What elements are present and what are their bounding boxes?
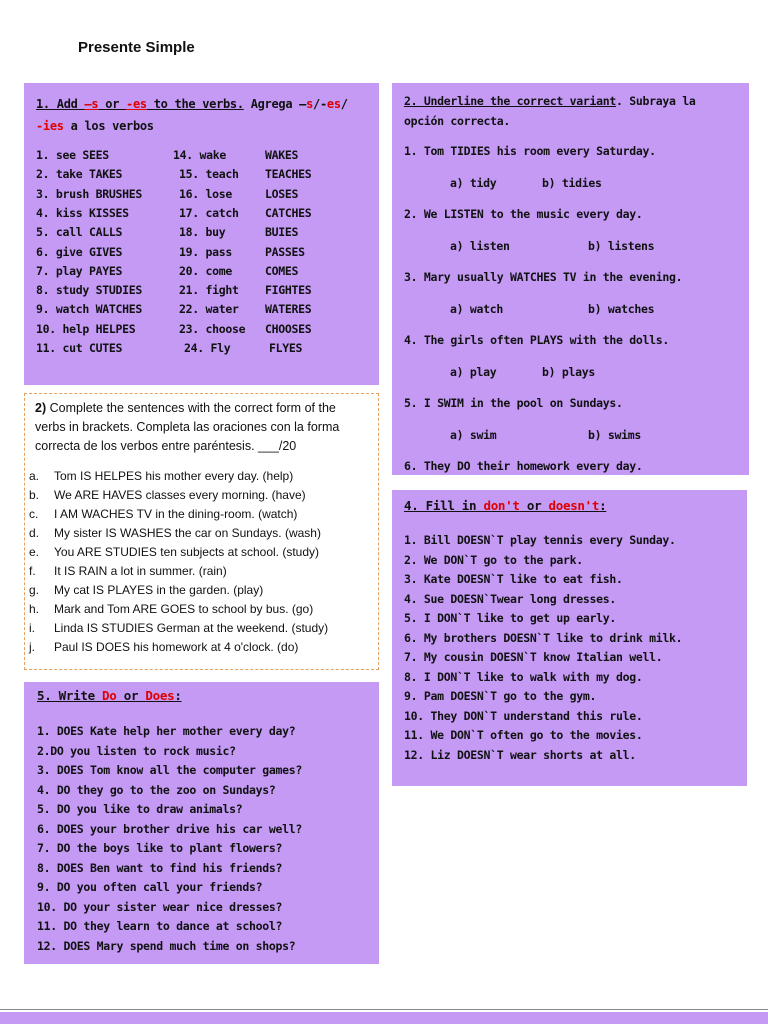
verb-right-answer: CHOOSES (265, 321, 312, 336)
verb-right: 22. water (179, 302, 239, 317)
option-a[interactable]: a) tidy (450, 176, 497, 190)
question-item: 1. DOES Kate help her mother every day? (37, 724, 296, 738)
option-b[interactable]: b) plays (542, 365, 595, 379)
sentence-item (29, 638, 374, 657)
exercise-5-header (37, 688, 182, 703)
sentence-letter: g. (29, 583, 40, 597)
verb-row (36, 165, 376, 184)
ex5-number: 5. (37, 688, 52, 703)
verb-left: 3. brush BRUSHES (36, 186, 142, 201)
sentence-text: I AM WACHES TV in the dining-room. (watch) (54, 507, 298, 521)
fill-in-list (404, 531, 682, 765)
ex2-instructions: Complete the sentences with the correct form of the verbs in brackets. Completa las oraciones con la forma correcta de los verbos entre paréntesis. ___/20 (35, 401, 340, 453)
ex1-header-part: es (326, 97, 341, 111)
verb-left: 5. call CALLS (36, 225, 123, 240)
variant-question: 5. I SWIM in the pool on Sundays. (404, 396, 623, 410)
sentence-text: Tom IS HELPES his mother every day. (help) (54, 469, 294, 483)
sentence-item (29, 467, 374, 486)
option-b[interactable]: b) listens (588, 239, 655, 253)
question-item: 8. DOES Ben want to find his friends? (37, 860, 283, 875)
ex1-number: 1. (36, 97, 50, 111)
fill-in-item: 2. We DON`T go to the park. (404, 552, 583, 567)
ex1-header-part: Add (49, 97, 85, 111)
question-item: 10. DO your sister wear nice dresses? (37, 899, 283, 914)
sentence-text: My cat IS PLAYES in the garden. (play) (54, 583, 264, 597)
sentence-item (29, 600, 374, 619)
verb-row (36, 300, 376, 319)
exercise-2-header (35, 399, 365, 456)
ex1-header-part: s (306, 97, 314, 111)
verb-right-answer: WAKES (265, 148, 299, 162)
sentence-letter: d. (29, 526, 40, 540)
exercise-1-panel (24, 83, 379, 385)
option-b[interactable]: b) tidies (542, 176, 602, 190)
verb-right-answer: PASSES (265, 244, 305, 259)
verb-left: 8. study STUDIES (36, 283, 142, 298)
variant-question: 6. They DO their homework every day. (404, 459, 643, 473)
verb-right: 14. wake (173, 148, 226, 162)
sentence-letter: h. (29, 602, 40, 616)
ex1-header-part: to the verbs. (146, 97, 244, 111)
ex4-or: or (519, 498, 549, 513)
ex1-header-part: Agrega – (243, 97, 307, 111)
sentence-item (29, 543, 374, 562)
verb-row (36, 281, 376, 300)
question-item: 4. DO they go to the zoo on Sundays? (37, 782, 276, 797)
sentence-text: You ARE STUDIES ten subjects at school. (study) (54, 545, 320, 559)
sentence-letter: b. (29, 488, 40, 502)
sentence-item (29, 581, 374, 600)
ex4-fill-in: 4. Fill in (404, 498, 484, 513)
fill-in-item: 4. Sue DOESN`Twear long dresses. (404, 591, 616, 606)
question-item: 11. DO they learn to dance at school? (37, 919, 283, 933)
sentence-item (29, 619, 374, 638)
verb-right: 21. fight (179, 283, 239, 298)
sentence-item (29, 486, 374, 505)
sentence-letter: j. (29, 640, 35, 654)
verb-left: 7. play PAYES (36, 263, 123, 278)
verb-right: 16. lose (179, 186, 232, 201)
verb-right-answer: LOSES (265, 186, 299, 201)
verb-left: 9. watch WATCHES (36, 302, 142, 317)
fill-in-item: 8. I DON`T like to walk with my dog. (404, 669, 643, 684)
verb-right: 18. buy (179, 225, 226, 240)
verb-left: 11. cut CUTES (36, 341, 123, 355)
sentence-letter: c. (29, 507, 39, 521)
question-list (37, 722, 302, 956)
option-a[interactable]: a) play (450, 365, 497, 379)
option-a[interactable]: a) watch (450, 302, 503, 316)
ex5-or: or (116, 688, 146, 703)
exercise-5-panel (24, 682, 379, 964)
verb-row (36, 146, 376, 165)
question-item: 2.DO you listen to rock music? (37, 743, 236, 758)
ex1-header-part: or (98, 97, 127, 111)
verb-left: 6. give GIVES (36, 244, 123, 259)
fill-in-item: 3. Kate DOESN`T like to eat fish. (404, 572, 623, 586)
ex5-write: Write (51, 688, 103, 703)
verb-left: 10. help HELPES (36, 321, 136, 336)
verb-row (36, 204, 376, 223)
ex1-header-part: / (340, 97, 348, 111)
option-b[interactable]: b) swims (588, 428, 641, 442)
sentence-text: Mark and Tom ARE GOES to school by bus. (go) (54, 602, 314, 616)
sentence-letter: a. (29, 469, 40, 483)
underline-exercise-header (404, 91, 739, 131)
verb-row (36, 243, 376, 262)
fill-in-item: 9. Pam DOESN`T go to the gym. (404, 689, 597, 703)
exercise-4-panel (392, 490, 747, 786)
ex5-do: Do (102, 688, 117, 703)
fill-in-item: 11. We DON`T often go to the movies. (404, 728, 643, 742)
fill-in-item: 12. Liz DOESN`T wear shorts at all. (404, 747, 636, 762)
verb-right: 20. come (179, 263, 232, 278)
verb-right: 17. catch (179, 205, 239, 220)
ex1-header-part: –s (84, 97, 99, 111)
question-item: 3. DOES Tom know all the computer games? (37, 763, 302, 777)
sentence-item (29, 562, 374, 581)
ex1-line2: a los verbos (63, 119, 154, 133)
ex1-ies: -ies (36, 119, 64, 133)
fill-in-item: 6. My brothers DOESN`T like to drink milk. (404, 630, 683, 645)
sentence-letter: i. (29, 621, 35, 635)
ex1-header-part: -es (126, 97, 147, 111)
verb-row (36, 320, 376, 339)
verb-left: 4. kiss KISSES (36, 205, 129, 220)
underline-header-es: . Subraya la opción correcta. (404, 94, 696, 128)
sentence-item (29, 524, 374, 543)
verb-right-answer: WATERES (265, 302, 312, 317)
variant-question: 3. Mary usually WATCHES TV in the evening. (404, 270, 683, 284)
verb-row (36, 185, 376, 204)
sentence-text: It IS RAIN a lot in summer. (rain) (54, 564, 227, 578)
underline-exercise-panel (392, 83, 749, 475)
ex5-does: Does (145, 688, 175, 703)
sentence-text: My sister IS WASHES the car on Sundays. (wash) (54, 526, 321, 540)
verb-row (36, 339, 376, 358)
verb-left: 2. take TAKES (36, 167, 123, 182)
fill-in-item: 7. My cousin DOESN`T know Italian well. (404, 650, 663, 664)
footer-divider (0, 1009, 768, 1010)
verb-row (36, 262, 376, 281)
fill-in-item: 5. I DON`T like to get up early. (404, 611, 616, 625)
question-item: 6. DOES your brother drive his car well? (37, 821, 302, 836)
verb-right-answer: BUIES (265, 225, 299, 240)
verb-right-answer: COMES (265, 263, 299, 278)
question-item: 12. DOES Mary spend much time on shops? (37, 938, 296, 953)
variant-question: 2. We LISTEN to the music every day. (404, 207, 643, 221)
verb-right-answer: CATCHES (265, 205, 312, 220)
exercise-4-header (404, 498, 606, 513)
question-item: 9. DO you often call your friends? (37, 880, 263, 894)
verb-row (36, 223, 376, 242)
ex1-header-part: /- (313, 97, 327, 111)
option-b[interactable]: b) watches (588, 302, 655, 316)
ex4-doesnt: doesn't (548, 498, 600, 513)
sentence-letter: f. (29, 564, 36, 578)
sentence-item (29, 505, 374, 524)
variant-question: 1. Tom TIDIES his room every Saturday. (404, 144, 656, 158)
variant-question: 4. The girls often PLAYS with the dolls. (404, 333, 669, 347)
verb-right: 19. pass (179, 244, 232, 259)
question-item: 7. DO the boys like to plant flowers? (37, 841, 283, 855)
footer-bar (0, 1012, 768, 1024)
option-a[interactable]: a) listen (450, 239, 510, 253)
ex2-number: 2) (35, 401, 47, 415)
fill-in-item: 1. Bill DOESN`T play tennis every Sunday. (404, 533, 676, 547)
sentence-text: Paul IS DOES his homework at 4 o'clock. (do) (54, 640, 299, 654)
verb-right: 15. teach (179, 167, 239, 182)
ex4-dont: don't (483, 498, 520, 513)
verb-right-answer: FLYES (269, 341, 303, 355)
sentence-text: Linda IS STUDIES German at the weekend. (study) (54, 621, 329, 635)
underline-header-en: 2. Underline the correct variant (404, 94, 616, 108)
ex5-colon: : (174, 688, 182, 703)
verb-left: 1. see SEES (36, 148, 109, 162)
question-item: 5. DO you like to draw animals? (37, 802, 243, 816)
sentence-letter: e. (29, 545, 40, 559)
ex4-colon: : (599, 498, 607, 513)
verb-right-answer: TEACHES (265, 167, 312, 182)
fill-in-item: 10. They DON`T understand this rule. (404, 708, 643, 723)
exercise-2-panel (24, 393, 379, 670)
verb-right: 23. choose (179, 321, 246, 336)
verb-right: 24. Fly (184, 341, 231, 355)
verb-right-answer: FIGHTES (265, 283, 312, 298)
sentence-list (29, 467, 374, 657)
page-title: Presente Simple (78, 39, 195, 56)
sentence-text: We ARE HAVES classes every morning. (have) (54, 488, 306, 502)
exercise-1-header (36, 93, 371, 137)
option-a[interactable]: a) swim (450, 428, 497, 442)
